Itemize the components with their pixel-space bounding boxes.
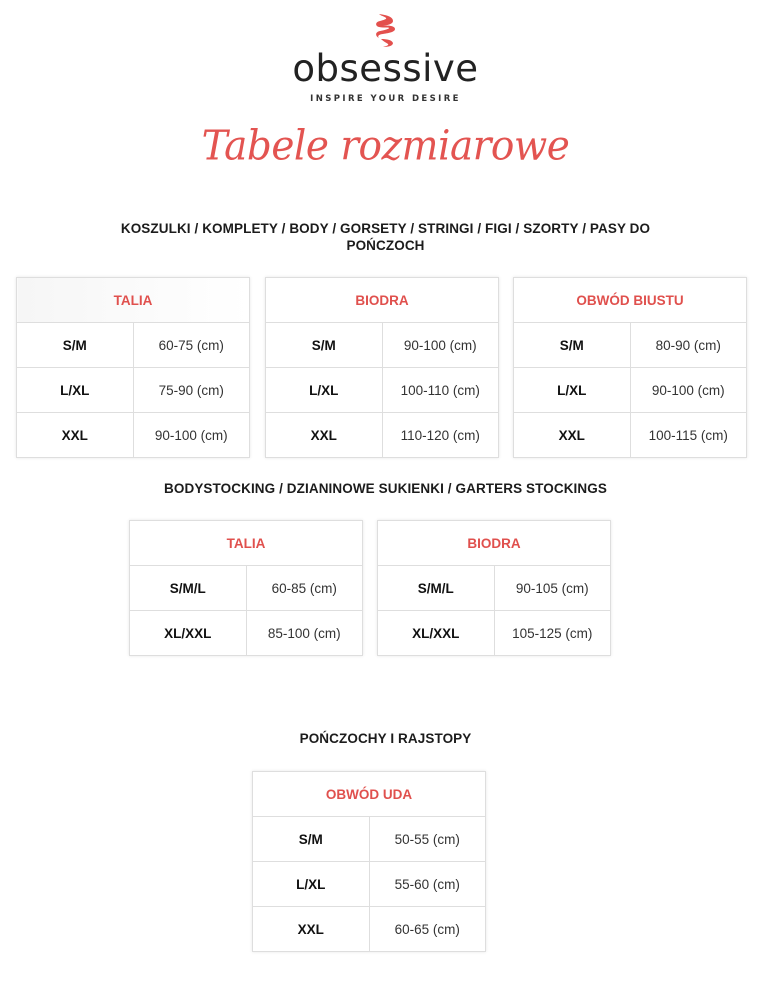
size-table-hips — [265, 277, 499, 458]
flame-logo-icon — [371, 12, 401, 48]
size-label: S/M/L — [378, 566, 495, 611]
size-value: 90-100 (cm) — [133, 413, 250, 458]
size-label: XXL — [17, 413, 134, 458]
table-row — [17, 413, 250, 458]
size-value: 55-60 (cm) — [369, 862, 486, 907]
table-row — [253, 817, 486, 862]
size-label: L/XL — [253, 862, 370, 907]
table-row — [130, 566, 363, 611]
size-value: 100-110 (cm) — [382, 368, 499, 413]
table-row — [378, 611, 611, 656]
size-label: XXL — [266, 413, 383, 458]
table-header: TALIA — [130, 521, 363, 566]
table-row — [266, 413, 499, 458]
brand-logo — [0, 12, 771, 104]
table-header: OBWÓD BIUSTU — [514, 278, 747, 323]
size-label: S/M — [266, 323, 383, 368]
table-header: OBWÓD UDA — [253, 772, 486, 817]
table-row — [266, 323, 499, 368]
size-table-bust — [513, 277, 747, 458]
size-label: L/XL — [17, 368, 134, 413]
size-value: 110-120 (cm) — [382, 413, 499, 458]
table-row — [514, 368, 747, 413]
size-value: 90-100 (cm) — [382, 323, 499, 368]
size-value: 75-90 (cm) — [133, 368, 250, 413]
size-value: 85-100 (cm) — [246, 611, 363, 656]
size-value: 60-85 (cm) — [246, 566, 363, 611]
size-label: L/XL — [266, 368, 383, 413]
size-value: 90-105 (cm) — [494, 566, 611, 611]
table-row — [253, 862, 486, 907]
section-title-stockings: POŃCZOCHY I RAJSTOPY — [299, 731, 472, 746]
table-row — [253, 907, 486, 952]
table-header: TALIA — [17, 278, 250, 323]
size-label: S/M — [17, 323, 134, 368]
section-title-bodystocking: BODYSTOCKING / DZIANINOWE SUKIENKI / GARTERS STOCKINGS — [164, 481, 607, 496]
size-value: 60-75 (cm) — [133, 323, 250, 368]
table-header: BIODRA — [378, 521, 611, 566]
size-table-waist — [16, 277, 250, 458]
section-title-lingerie: KOSZULKI / KOMPLETY / BODY / GORSETY / STRINGI / FIGI / SZORTY / PASY DO POŃCZOCH — [120, 221, 651, 253]
size-table-waist-2 — [129, 520, 363, 656]
size-label: XXL — [253, 907, 370, 952]
size-label: L/XL — [514, 368, 631, 413]
size-label: S/M — [514, 323, 631, 368]
table-row — [130, 611, 363, 656]
table-header: BIODRA — [266, 278, 499, 323]
size-table-hips-2 — [377, 520, 611, 656]
size-label: S/M/L — [130, 566, 247, 611]
size-label: XXL — [514, 413, 631, 458]
size-label: S/M — [253, 817, 370, 862]
size-label: XL/XXL — [378, 611, 495, 656]
table-row — [514, 323, 747, 368]
size-label: XL/XXL — [130, 611, 247, 656]
size-value: 100-115 (cm) — [630, 413, 747, 458]
size-value: 90-100 (cm) — [630, 368, 747, 413]
size-value: 105-125 (cm) — [494, 611, 611, 656]
size-value: 50-55 (cm) — [369, 817, 486, 862]
size-table-thigh — [252, 771, 486, 952]
brand-tagline: INSPIRE YOUR DESIRE — [310, 94, 461, 104]
size-value: 60-65 (cm) — [369, 907, 486, 952]
table-row — [17, 368, 250, 413]
table-row — [514, 413, 747, 458]
table-row — [17, 323, 250, 368]
size-value: 80-90 (cm) — [630, 323, 747, 368]
table-row — [266, 368, 499, 413]
brand-name: obsessive — [292, 47, 479, 90]
page-title: Tabele rozmiarowe — [201, 122, 570, 171]
table-row — [378, 566, 611, 611]
